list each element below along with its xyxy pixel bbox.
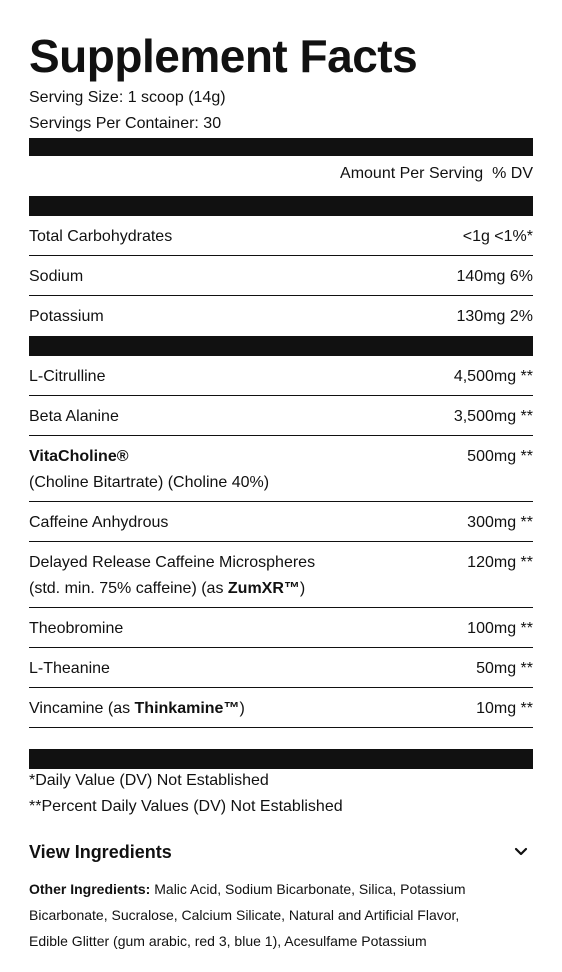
ingredient-name: Delayed Release Caffeine Microspheres (29, 554, 316, 571)
nutrient-row (29, 216, 533, 256)
column-header (29, 165, 533, 183)
ingredient-name: L-Citrulline (29, 368, 106, 385)
thick-divider (29, 138, 533, 156)
nutrient-amount: 130mg 2% (456, 308, 533, 325)
ingredient-amount: 300mg ** (467, 514, 533, 531)
detail-text: (std. min. 75% caffeine) (as (29, 580, 228, 597)
other-ingredients-text: Bicarbonate, Sucralose, Calcium Silicate, Natural and Artificial Flavor, (29, 907, 460, 923)
ingredient-name: Caffeine Anhydrous (29, 514, 169, 531)
ingredient-row (29, 542, 533, 608)
other-ingredients-text: Edible Glitter (gum arabic, red 3, blue 1), Acesulfame Potassium (29, 933, 427, 949)
name-text: ) (239, 700, 245, 717)
ingredient-row (29, 688, 533, 728)
ingredient-row (29, 648, 533, 688)
ingredient-amount: 100mg ** (467, 620, 533, 637)
nutrient-name: Potassium (29, 308, 104, 325)
view-ingredients-label: View Ingredients (29, 842, 172, 862)
amount-per-serving-label: Amount Per Serving (340, 165, 484, 182)
thick-divider (29, 749, 533, 769)
view-ingredients-toggle[interactable] (29, 840, 533, 868)
detail-text: ) (299, 580, 306, 597)
nutrient-amount: 140mg 6% (456, 268, 533, 285)
nutrient-row (29, 256, 533, 296)
dv-label: % DV (492, 165, 533, 182)
ingredient-name: Theobromine (29, 620, 124, 637)
ingredient-name (29, 696, 245, 722)
ingredient-amount: 50mg ** (476, 660, 533, 677)
brand-name: Thinkamine™ (134, 700, 240, 717)
other-ingredients-text: Malic Acid, Sodium Bicarbonate, Silica, Potassium (154, 881, 466, 897)
brand-name: ZumXR™ (227, 580, 300, 597)
serving-size: Serving Size: 1 scoop (14g) (29, 89, 226, 106)
thick-divider (29, 336, 533, 356)
ingredient-detail (29, 576, 305, 602)
footnote-dv: *Daily Value (DV) Not Established (29, 772, 269, 789)
other-ingredients-label: Other Ingredients: (29, 881, 151, 897)
ingredient-amount: 3,500mg ** (453, 408, 533, 425)
nutrient-amount: <1g <1%* (462, 228, 533, 245)
servings-per-container: Servings Per Container: 30 (29, 115, 222, 132)
ingredient-name: L-Theanine (29, 660, 110, 677)
ingredient-name: VitaCholine® (29, 448, 129, 465)
ingredient-name: Beta Alanine (29, 408, 119, 425)
footnote-percent-dv: **Percent Daily Values (DV) Not Established (29, 798, 343, 815)
nutrient-row (29, 296, 533, 334)
ingredient-row (29, 436, 533, 502)
ingredient-amount: 4,500mg ** (453, 368, 533, 385)
ingredient-row (29, 608, 533, 648)
other-ingredients (29, 876, 533, 954)
panel-title: Supplement Facts (29, 30, 418, 82)
name-text: Vincamine (as (29, 700, 135, 717)
ingredient-row (29, 356, 533, 396)
ingredient-amount: 500mg ** (467, 448, 533, 465)
ingredient-row (29, 502, 533, 542)
nutrient-name: Total Carbohydrates (29, 228, 173, 245)
ingredient-amount: 10mg ** (476, 700, 533, 717)
ingredient-row (29, 396, 533, 436)
ingredient-amount: 120mg ** (467, 554, 533, 571)
thick-divider (29, 196, 533, 216)
nutrient-name: Sodium (29, 268, 84, 285)
chevron-down-icon[interactable] (513, 844, 529, 860)
ingredient-detail: (Choline Bitartrate) (Choline 40%) (29, 474, 270, 491)
